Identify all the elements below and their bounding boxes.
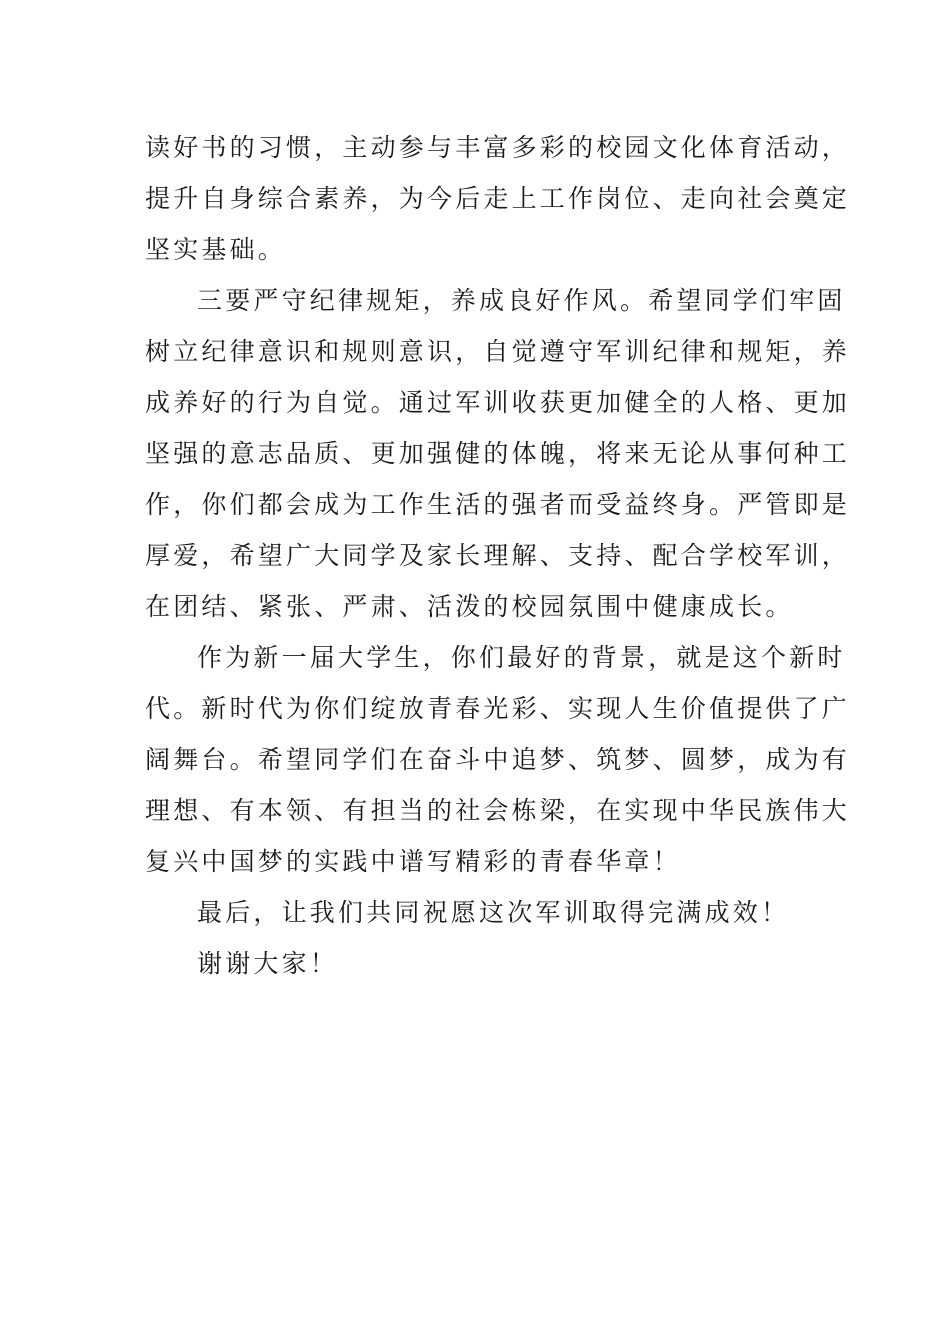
paragraph-line: 提升自身综合素养，为今后走上工作岗位、走向社会奠定 (145, 184, 851, 213)
paragraph-line: 读好书的习惯，主动参与丰富多彩的校园文化体育活动， (145, 133, 851, 162)
paragraph-line: 作，你们都会成为工作生活的强者而受益终身。严管即是 (145, 490, 851, 519)
paragraph-line: 作为新一届大学生，你们最好的背景，就是这个新时 (197, 643, 846, 672)
paragraph-line: 厚爱，希望广大同学及家长理解、支持、配合学校军训， (145, 541, 851, 570)
paragraph-line: 阔舞台。希望同学们在奋斗中追梦、筑梦、圆梦，成为有 (145, 745, 851, 774)
paragraph-line: 代。新时代为你们绽放青春光彩、实现人生价值提供了广 (145, 694, 851, 723)
paragraph-line: 树立纪律意识和规则意识，自觉遵守军训纪律和规矩，养 (145, 337, 851, 366)
paragraph-line: 在团结、紧张、严肃、活泼的校园氛围中健康成长。 (145, 592, 794, 621)
thanks-line: 谢谢大家！ (197, 949, 339, 978)
paragraph-line: 复兴中国梦的实践中谱写精彩的青春华章！ (145, 847, 681, 876)
paragraph-line: 理想、有本领、有担当的社会栋梁，在实现中华民族伟大 (145, 796, 851, 825)
paragraph-line: 成养好的行为自觉。通过军训收获更加健全的人格、更加 (145, 388, 851, 417)
paragraph-line: 坚强的意志品质、更加强健的体魄，将来无论从事何种工 (145, 439, 851, 468)
closing-line: 最后，让我们共同祝愿这次军训取得完满成效！ (197, 898, 790, 927)
paragraph-line: 三要严守纪律规矩，养成良好作风。希望同学们牢固 (197, 286, 846, 315)
paragraph-line: 坚实基础。 (145, 235, 287, 264)
